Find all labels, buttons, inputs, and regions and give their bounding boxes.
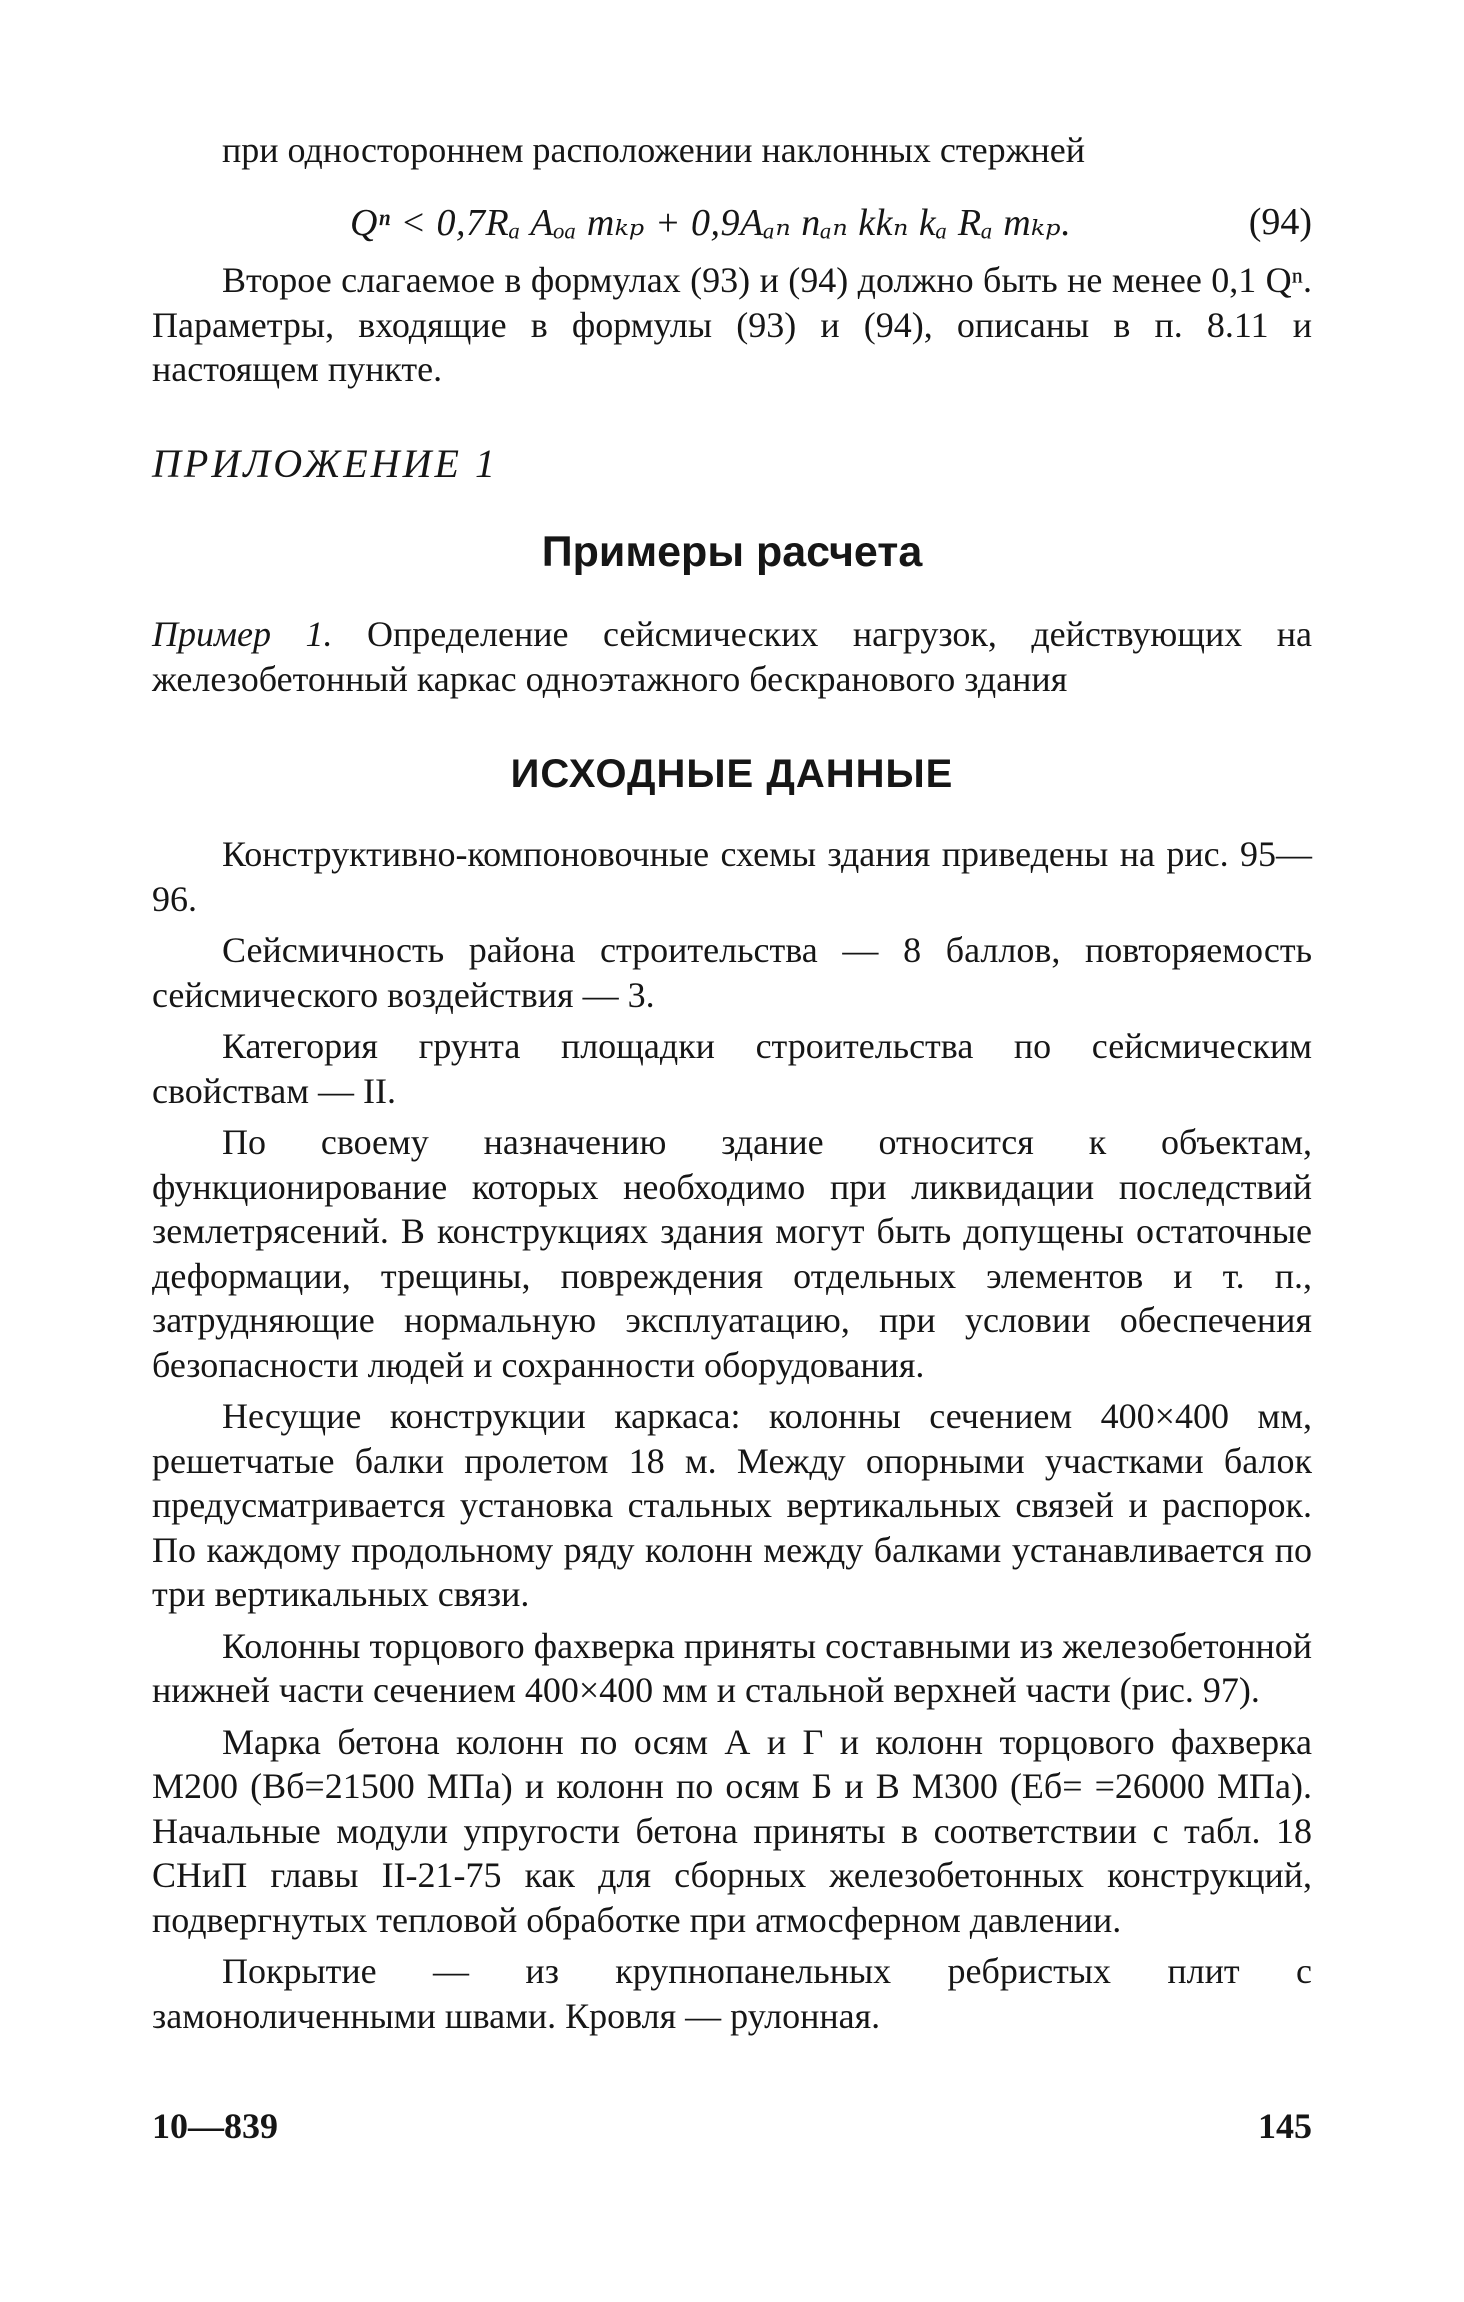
intro-block — [152, 128, 1312, 173]
body-text — [152, 832, 1312, 2045]
paragraph: Конструктивно-компоновочные схемы здания приведены на рис. 95—96. — [152, 834, 1312, 919]
page-title: Примеры расчета — [541, 528, 923, 576]
paragraph: Сейсмичность района строительства — 8 баллов, повторяемость сейсмического воздействия — 3. — [152, 930, 1312, 1015]
paragraph: Покрытие — из крупнопанельных ребристых плит с замоноличенными швами. Кровля — рулонная. — [152, 1951, 1312, 2036]
formula-number: (94) — [1248, 201, 1312, 243]
note-text: Второе слагаемое в формулах (93) и (94) должно быть не менее 0,1 Qⁿ. Параметры, входящие в формулы (93) и (94), описаны в п. 8.11 и настоящем пункте. — [152, 260, 1312, 389]
section-heading: ИСХОДНЫЕ ДАННЫЕ — [510, 752, 954, 796]
paragraph: Колонны торцового фахверка приняты составными из железобетонной нижней части сечением 400×400 мм и стальной верхней части (рис. 97). — [152, 1625, 1312, 1710]
paragraph: Марка бетона колонн по осям А и Г и колонн торцового фахверка М200 (Вб=21500 МПа) и колонн по осям Б и В М300 (Еб= =26000 МПа). Начальные модули упругости бетона приняты в соответствии с табл. 18 СНиП главы II-21-75 как для сборных железобетонных конструкций, подвергнутых тепловой обработке при атмосферном давлении. — [152, 1721, 1312, 1940]
note-block — [152, 258, 1312, 392]
formula-94 — [350, 200, 1312, 250]
signature-mark: 10—839 — [152, 2106, 278, 2146]
paragraph: По своему назначению здание относится к объектам, функционирование которых необходимо при ликвидации последствий землетрясений. В конструкциях здания могут быть допущены остаточные деформации, трещины, повреждения отдельных элементов и т. п., затрудняющие нормальную эксплуатацию, при условии обеспечения безопасности людей и сохранности оборудования. — [152, 1122, 1312, 1385]
example-heading — [152, 612, 1312, 701]
paragraph: Категория грунта площадки строительства по сейсмическим свойствам — II. — [152, 1026, 1312, 1111]
example-lead: Пример 1. — [152, 614, 333, 654]
appendix-label: ПРИЛОЖЕНИЕ 1 — [152, 441, 498, 486]
example-text: Определение сейсмических нагрузок, действующих на железобетонный каркас одноэтажного бескранового здания — [152, 614, 1313, 699]
formula-expression: Qⁿ < 0,7Rₐ Aₒₐ mₖₚ + 0,9Aₐₙ nₐₙ kkₙ kₐ Rₐ mₖₚ. — [350, 202, 1072, 244]
paragraph: Несущие конструкции каркаса: колонны сечением 400×400 мм, решетчатые балки пролетом 18 м. Между опорными участками балок предусматривается установка стальных вертикальных связей и распорок. По каждому продольному ряду колонн между балками устанавливается по три вертикальных связи. — [152, 1396, 1312, 1614]
intro-text: при одностороннем расположении наклонных стержней — [222, 130, 1085, 170]
page-number: 145 — [1258, 2106, 1312, 2146]
